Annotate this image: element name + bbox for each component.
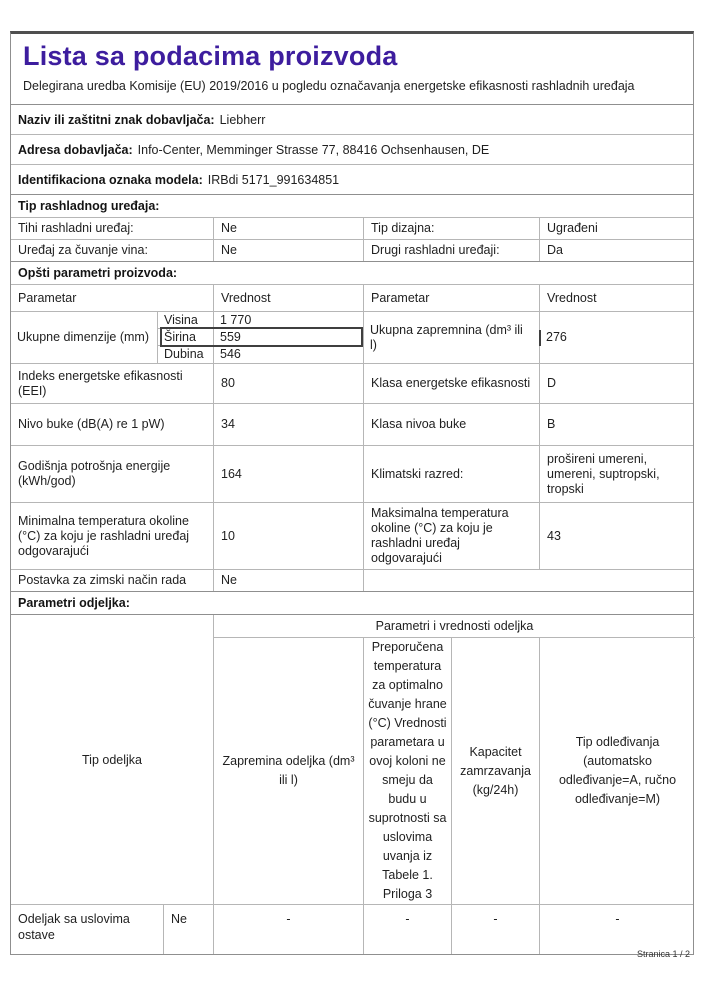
param-wine-storage-value: Ne xyxy=(213,240,363,261)
compartment-span-header: Parametri i vrednosti odeljka xyxy=(213,615,695,638)
param-other-appliance-label: Drugi rashladni uređaji: xyxy=(363,240,539,261)
param-design-type-label: Tip dizajna: xyxy=(363,218,539,239)
compartment-data-row xyxy=(11,904,693,954)
freezing-capacity-col-header: Kapacitet zamrzavanja (kg/24h) xyxy=(451,638,539,904)
section-compartment-header: Parametri odjeljka: xyxy=(11,591,693,614)
product-fiche-document xyxy=(10,31,694,955)
model-id-label: Identifikaciona oznaka modela: xyxy=(18,172,203,187)
supplier-name-row xyxy=(11,104,693,134)
type-row-2 xyxy=(11,239,693,261)
winter-setting-label: Postavka za zimski način rada xyxy=(18,573,187,588)
dim-height-value: 1 770 xyxy=(213,312,363,329)
col-header-vrednost-1: Vrednost xyxy=(213,285,363,311)
supplier-address-label: Adresa dobavljača: xyxy=(18,142,133,157)
param-design-type-value: Ugrađeni xyxy=(539,218,695,239)
climate-class-label: Klimatski razred: xyxy=(363,446,539,502)
noise-level-label: Nivo buke (dB(A) re 1 pW) xyxy=(18,417,165,432)
supplier-address-row xyxy=(11,134,693,164)
param-other-appliance-value: Da xyxy=(539,240,695,261)
page-subtitle: Delegirana uredba Komisije (EU) 2019/2016 u pogledu označavanja energetske efikasnosti rashladnih uređaja xyxy=(23,79,635,94)
col-header-parametar-2: Parametar xyxy=(363,285,539,311)
dim-height-label: Visina xyxy=(157,312,213,329)
param-wine-storage-label: Uređaj za čuvanje vina: xyxy=(18,243,148,258)
total-volume-label: Ukupna zapremnina (dm³ ili l) xyxy=(363,312,539,363)
dim-width-value[interactable]: 559 xyxy=(213,329,363,346)
noise-row xyxy=(11,403,693,445)
ambient-temperature-row xyxy=(11,502,693,569)
noise-class-label: Klasa nivoa buke xyxy=(363,404,539,445)
supplier-name-value: Liebherr xyxy=(219,112,266,127)
text-cursor xyxy=(539,330,541,346)
defrost-type-col-header: Tip odleđivanja (automatsko odleđivanje=A, ručno odleđivanje=M) xyxy=(539,638,695,904)
dimensions-label: Ukupne dimenzije (mm) xyxy=(17,330,149,345)
max-ambient-temp-value: 43 xyxy=(539,503,695,569)
eei-row xyxy=(11,363,693,403)
supplier-name-label: Naziv ili zaštitni znak dobavljača: xyxy=(18,112,215,127)
compartment-volume-col-header: Zapremina odeljka (dm³ ili l) xyxy=(213,638,363,904)
compartment-type-col-header: Tip odeljka xyxy=(82,752,142,767)
pantry-freezing-capacity-value: - xyxy=(451,905,539,954)
eei-label: Indeks energetske efikasnosti (EEI) xyxy=(18,368,183,398)
page-number: Stranica 1 / 2 xyxy=(636,949,690,959)
noise-class-value: B xyxy=(539,404,695,445)
pantry-temperature-value: - xyxy=(363,905,451,954)
winter-setting-value: Ne xyxy=(213,570,363,591)
min-ambient-temp-label: Minimalna temperatura okoline (°C) za koju je rashladni uređaj odgovarajući xyxy=(18,513,190,558)
pantry-compartment-label: Odeljak sa uslovima ostave xyxy=(18,912,130,943)
dimensions-row xyxy=(11,311,693,363)
title-block xyxy=(11,34,693,104)
min-ambient-temp-value: 10 xyxy=(213,503,363,569)
pantry-volume-value: - xyxy=(213,905,363,954)
energy-consumption-row xyxy=(11,445,693,502)
eei-value: 80 xyxy=(213,364,363,403)
col-header-vrednost-2: Vrednost xyxy=(539,285,695,311)
max-ambient-temp-label: Maksimalna temperatura okoline (°C) za koju je rashladni uređaj odgovarajući xyxy=(363,503,539,569)
winter-setting-row xyxy=(11,569,693,591)
col-header-parametar-1: Parametar xyxy=(18,290,77,305)
pantry-defrost-type-value: - xyxy=(539,905,695,954)
energy-class-value: D xyxy=(539,364,695,403)
energy-class-label: Klasa energetske efikasnosti xyxy=(363,364,539,403)
param-low-noise-label: Tihi rashladni uređaj: xyxy=(18,221,134,236)
supplier-address-value: Info-Center, Memminger Strasse 77, 88416 Ochsenhausen, DE xyxy=(137,142,490,157)
annual-energy-value: 164 xyxy=(213,446,363,502)
dim-depth-value: 546 xyxy=(213,346,363,363)
climate-class-value: prošireni umereni, umereni, suptropski, tropski xyxy=(539,446,695,502)
total-volume-value: 276 xyxy=(546,330,567,345)
noise-level-value: 34 xyxy=(213,404,363,445)
section-general-header: Opšti parametri proizvoda: xyxy=(11,261,693,284)
model-id-row xyxy=(11,164,693,194)
recommended-temperature-col-header: Preporučena temperatura za optimalno čuvanje hrane (°C) Vrednosti parametara u ovoj koloni ne smeju da budu u suprotnosti sa uslovima uvanja iz Tabele 1. Priloga 3 xyxy=(363,638,451,904)
param-low-noise-value: Ne xyxy=(213,218,363,239)
model-id-value: IRBdi 5171_991634851 xyxy=(207,172,340,187)
general-table-header-row xyxy=(11,284,693,311)
type-row-1 xyxy=(11,217,693,239)
dim-depth-label: Dubina xyxy=(157,346,213,363)
page-title: Lista sa podacima proizvoda xyxy=(23,41,398,71)
section-type-header: Tip rashladnog uređaja: xyxy=(11,194,693,217)
pantry-compartment-flag: Ne xyxy=(163,905,213,954)
compartment-table-header xyxy=(11,614,693,904)
total-volume-cell xyxy=(539,312,695,363)
dim-width-label[interactable]: Širina xyxy=(157,329,213,346)
annual-energy-label: Godišnja potrošnja energije (kWh/god) xyxy=(18,459,171,489)
winter-setting-empty-cell xyxy=(363,570,695,591)
